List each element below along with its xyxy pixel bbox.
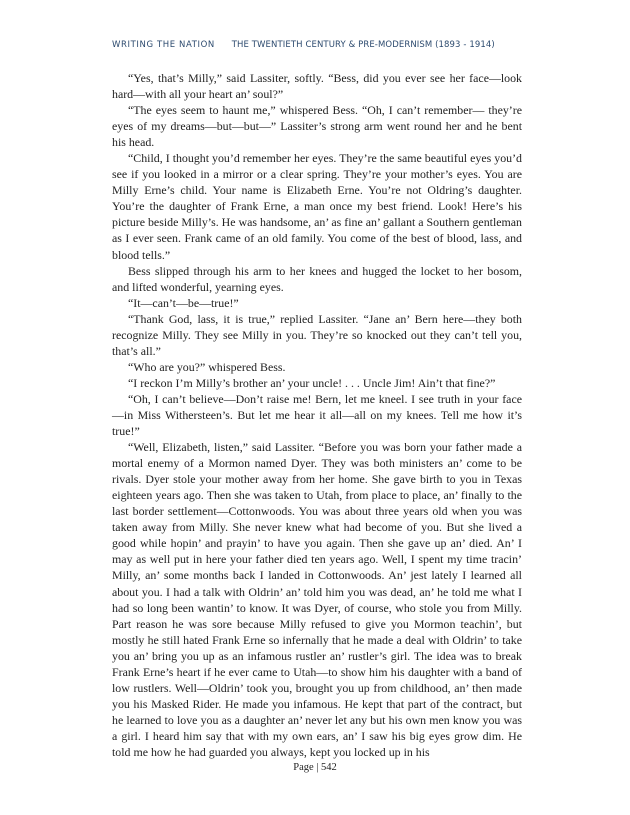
- paragraph: “It—can’t—be—true!”: [128, 295, 239, 310]
- body-text: [112, 70, 522, 760]
- paragraph: “The eyes seem to haunt me,” whispered Bess. “Oh, I can’t remember— they’re eyes of my dreams—but—but—” Lassiter’s strong arm went round her and he bent his head.: [112, 103, 522, 150]
- paragraph: Bess slipped through his arm to her knees and hugged the locket to her bosom, and lifted wonderful, yearning eyes.: [112, 263, 522, 294]
- running-header: [112, 40, 532, 50]
- paragraph: “Who are you?” whispered Bess.: [128, 359, 286, 374]
- paragraph: “Oh, I can’t believe—Don’t raise me! Bern, let me kneel. I see truth in your face—in Miss Withersteen’s. But let me hear it all—all on my knees. Tell me how it’s true!”: [112, 391, 522, 439]
- paragraph: “I reckon I’m Milly’s brother an’ your uncle! . . . Uncle Jim! Ain’t that fine?”: [128, 375, 496, 390]
- paragraph: “Child, I thought you’d remember her eyes. They’re the same beautiful eyes you’d see if you looked in a mirror or a clear spring. They’re your mother’s eyes. You are Milly Erne’s child. Your name is Elizabeth Erne. You’re not Oldring’s daughter. You’re the daughter of Frank Erne, a man once my best friend. Look! Here’s his picture beside Milly’s. He was handsome, an’ as fine an’ gallant a Southern gentleman as I ever seen. Frank came of an old family. You come of the best of blood, lass, and blood tells.”: [112, 151, 522, 262]
- page-number: Page | 542: [293, 762, 337, 773]
- paragraph: “Well, Elizabeth, listen,” said Lassiter. “Before you was born your father made a mortal enemy of a Mormon named Dyer. They was both ministers an’ come to be rivals. Dyer stole your mother away from her home. She gave birth to you in Texas eighteen years ago. Then she was taken to Utah, from place to place, an’ finally to the last border settlement—Cottonwoods. You was about three years old when you was taken away from Milly. She never knew what had become of you. But she lived a good while hopin’ and prayin’ to have you again. Then she gave up an’ died. An’ I may as well put in here your father died ten years ago. Well, I spent my time tracin’ Milly, an’ some months back I landed in Cottonwoods. An’ jest lately I learned all about you. I had a talk with Oldrin’ an’ told him you was dead, an’ he told me what I had so long been wantin’ to know. It was Dyer, of course, who stole you from Milly. Part reason he was sore because Milly refused to give you Mormon teachin’, but mostly he still hated Frank Erne so infernally that he made a deal with Oldrin’ to take you an’ bring you up as an infamous rustler an’ rustler’s girl. The idea was to break Frank Erne’s heart if he ever came to Utah—to show him his daughter with a band of low rustlers. Well—Oldrin’ took you, brought you up from childhood, an’ then made you his Masked Rider. He made you infamous. He kept that part of the contract, but he learned to love you as a daughter an’ never let any but his own men know you was a girl. I heard him say that with my own ears, an’ I saw his big eyes grow dim. He told me how he had guarded you always, kept you locked up in his: [112, 440, 522, 759]
- paragraph: “Thank God, lass, it is true,” replied Lassiter. “Jane an’ Bern here—they both recognize Milly. They see Milly in you. They’re so knocked out they can’t tell you, that’s all.”: [112, 311, 522, 358]
- section-title: WRITING THE NATION: [112, 40, 215, 50]
- paragraph: “Yes, that’s Milly,” said Lassiter, softly. “Bess, did you ever see her face—look hard—with all your heart an’ soul?”: [112, 71, 522, 102]
- chapter-title: THE TWENTIETH CENTURY & PRE-MODERNISM (1893 - 1914): [231, 40, 495, 50]
